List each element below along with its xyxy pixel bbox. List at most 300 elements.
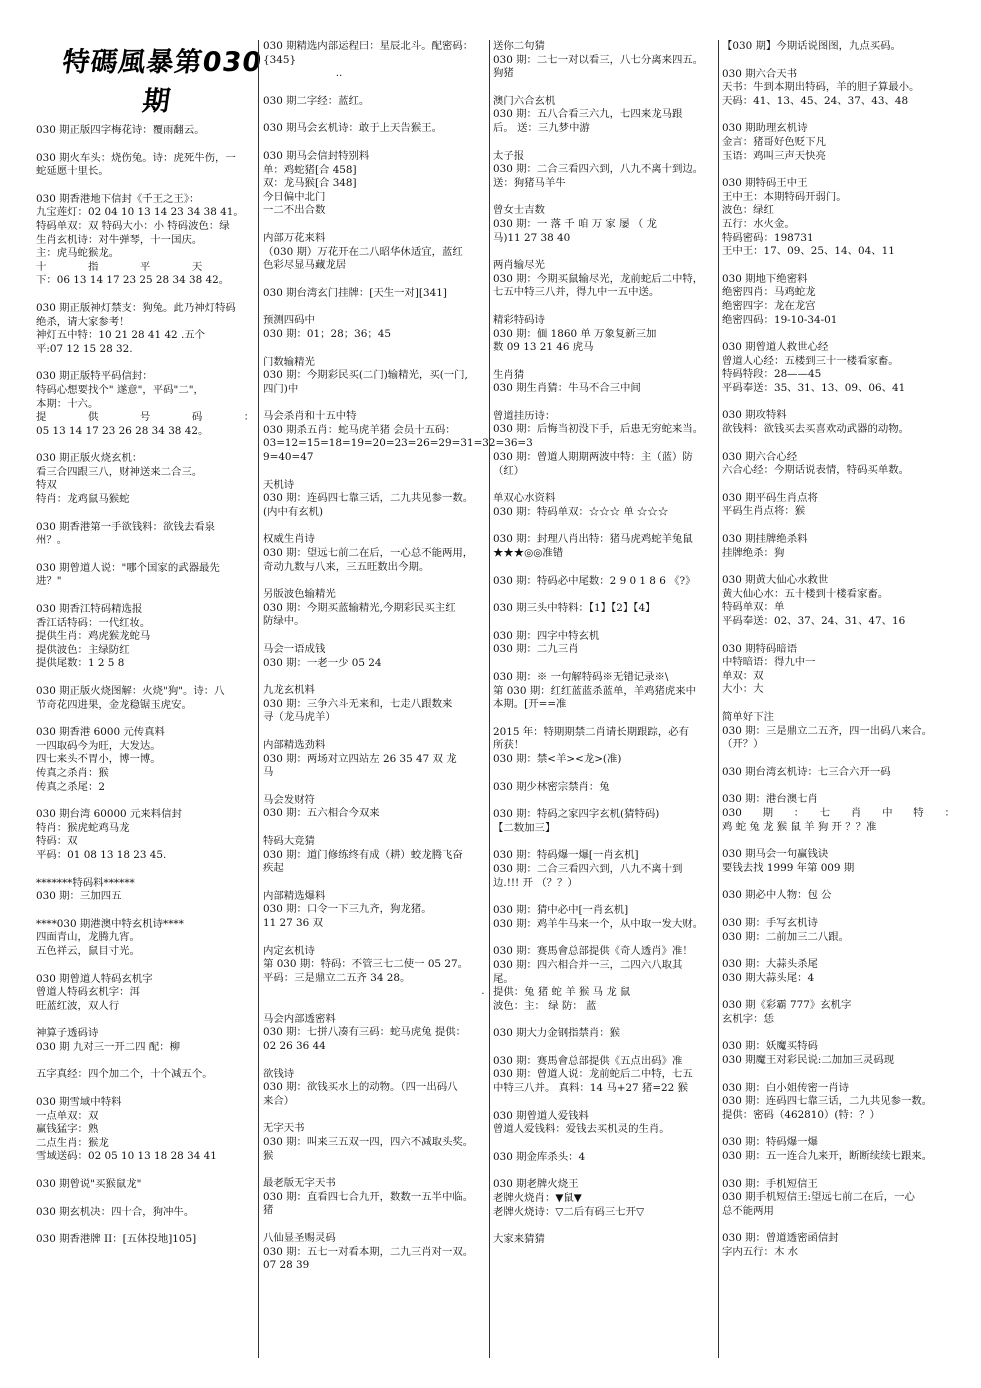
text-line: 生肖玄机诗：对牛弹琴，十一国庆。: [36, 233, 203, 246]
text-line: ****030 期港澳中特玄机诗****: [36, 917, 184, 930]
text-line: 030 期平码生肖点将: [722, 491, 818, 504]
text-line: 曾女士吉数: [493, 204, 545, 217]
text-line: 特码单双：双 特码大小：小 特码波色：绿: [36, 219, 230, 232]
text-line: 【二数加三】: [493, 821, 556, 834]
text-line: 030 期：一老一少 05 24: [263, 656, 382, 669]
text-line: 030 期曾道人爱钱料: [493, 1109, 589, 1122]
text-line: 内部精选劲料: [263, 738, 326, 751]
text-line: 波色：主： 绿 防： 蓝: [493, 999, 597, 1012]
text-line: 030 期正版火烧图解：火烧"狗"。诗：八: [36, 685, 225, 697]
section: [493, 575, 716, 589]
text-line: 狗猪: [493, 67, 514, 80]
text-line: 030 期：二九三肖: [493, 643, 579, 656]
text-line: （开？）: [722, 738, 764, 751]
section: [263, 314, 487, 341]
text-line: 门数输精光: [263, 355, 315, 368]
text-line: 030 期正版火烧玄机：: [36, 452, 143, 465]
text-line: 030 期：鸡羊牛马来一个，从中取一发大财。: [493, 917, 704, 930]
text-line: 特码大竞猜: [263, 834, 315, 847]
column-3: [493, 0, 716, 1388]
text-line: 030 期台湾玄机诗：七三合六开一码: [722, 765, 891, 778]
text-line: ..: [263, 67, 343, 80]
text-line: 030 期 ： 七 肖 中 特 ：: [722, 806, 955, 819]
text-line: 曾道人心经：五楼到三十一楼看家畜。: [722, 354, 899, 367]
text-line: 王中王：17、09、25、14、04、11: [722, 245, 895, 258]
text-line: 030 期：欲钱买水上的动物。（四一出码八: [263, 1081, 458, 1094]
text-line: 看三合四跟三八，财神送来二合三。: [36, 465, 203, 478]
text-line: 要钱去找 1999 年第 009 期: [722, 861, 855, 874]
section: [36, 521, 256, 548]
section: [722, 273, 948, 327]
section: [722, 177, 948, 259]
text-line: 太子报: [493, 149, 525, 162]
section: [493, 1110, 716, 1137]
section: [263, 945, 487, 999]
section: [36, 152, 256, 179]
section: [263, 40, 487, 81]
text-line: 下：06 13 14 17 23 25 28 34 38 42。: [36, 274, 230, 287]
text-line: 030 期 九对三一开二四 配：柳: [36, 1040, 181, 1053]
text-line: 马会杀肖和十五中特: [263, 410, 357, 423]
text-line: 030 期曾道人说："哪个国家的武器最先: [36, 561, 220, 574]
section: [493, 533, 716, 560]
section: [493, 630, 716, 657]
text-line: 特码特段：28——45: [722, 368, 822, 381]
text-line: 【030 期】今期话说图图，九点买码。: [722, 40, 901, 52]
section: [493, 369, 716, 396]
text-line: 030 期：特码必中尾数：2 9 0 1 8 6 《?》: [493, 574, 696, 587]
text-line: 030 期：今期买鼠输尽光，龙前蛇后二中特，: [493, 272, 704, 285]
section: [493, 602, 716, 616]
text-line: 旺蓝红波，双人行: [36, 999, 120, 1012]
text-line: 030 期：今期买蓝输精光,今期彩民买主红: [263, 601, 456, 614]
text-line: 030 期：五六相合今双来: [263, 807, 380, 820]
section: [263, 287, 487, 301]
text-line: 平:07 12 15 28 32.: [36, 342, 133, 355]
section: [36, 1068, 256, 1082]
section: [722, 122, 948, 163]
text-line: 马会内部透密料: [263, 1012, 336, 1025]
text-line: 030 期二字经：蓝红。: [263, 94, 370, 107]
text-line: 四门)中: [263, 382, 299, 395]
text-line: 030 期：赛馬會总部提供《奇人透肖》准！: [493, 945, 693, 958]
text-line: 030 期：四字中特玄机: [493, 629, 600, 642]
text-line: 030 期：叫来三五双一四，四六不减取头奖。: [263, 1136, 474, 1149]
section: [36, 726, 256, 794]
section: [493, 204, 716, 245]
text-line: 030 期：五一连合九来开，断断续续七跟来。: [722, 1150, 933, 1163]
text-line: （红）: [493, 464, 525, 477]
text-line: 波色：绿红: [722, 204, 774, 217]
text-line: 030 期：三加四五: [36, 890, 122, 903]
text-line: 今日偏中北门: [263, 190, 326, 203]
text-line: 030 期：四六相合并一三，二四六八取其: [493, 958, 683, 971]
text-line: 提供波色：主绿防红: [36, 643, 130, 656]
text-line: 内定玄机诗: [263, 944, 315, 957]
text-line: 老牌火烧诗：▽二后有码三七开▽: [493, 1205, 645, 1218]
text-line: 030 期：二合三看四六到，八九不离十到边。: [493, 163, 704, 176]
column-divider: [258, 40, 259, 1358]
text-line: 030 期：道门修练终有成（耕）蛟龙腾飞奋: [263, 848, 463, 861]
text-line: 030 期《彩霸 777》玄机字: [722, 999, 852, 1012]
text-line: 030 期：一 落 千 咱 万 家 屡 （ 龙: [493, 217, 657, 230]
text-line: 030 期曾道人特码玄机字: [36, 972, 153, 985]
section: [263, 1177, 487, 1218]
text-line: 马)11 27 38 40: [493, 231, 571, 244]
text-line: 030 期台湾 60000 元来料信封: [36, 808, 182, 821]
text-line: 内部精选爆料: [263, 889, 326, 902]
text-line: 030 期六合心经: [722, 450, 798, 463]
text-line: 玄机字：恁: [722, 1012, 774, 1025]
text-line: 九宝莲灯：02 04 10 13 14 23 34 38 41。: [36, 206, 244, 219]
text-line: 八仙显圣赐灵码: [263, 1232, 336, 1244]
section: [722, 643, 948, 697]
section: [263, 794, 487, 821]
column-1: [36, 0, 256, 1388]
text-line: 特双: [36, 479, 57, 492]
text-line: 二点生肖：猴龙: [36, 1136, 109, 1149]
text-line: 后。 送：三九梦中游: [493, 121, 590, 134]
text-line: 030 期：曾道透密函信封: [722, 1232, 839, 1245]
section: [263, 150, 487, 218]
text-line: 030 期：二七一对以看三，八七分离来四五。: [493, 53, 704, 66]
text-line: 030 期挂牌绝杀料: [722, 533, 808, 546]
text-line: 老牌火烧肖：▼鼠▼: [493, 1192, 582, 1205]
text-line: 曾道挂历诗：: [493, 409, 556, 422]
section: [493, 451, 716, 478]
text-line: 绝密四肖：马鸡蛇龙: [722, 286, 816, 299]
section: [493, 904, 716, 931]
text-line: 030 期少林密宗禁肖：兔: [493, 780, 610, 793]
section: [722, 1040, 948, 1067]
text-line: 本期。[开==准: [493, 698, 567, 711]
text-line: 神灯五中特：10 21 28 41 42 .五个: [36, 329, 206, 342]
section: [36, 302, 256, 356]
text-line: 一点单双：双: [36, 1109, 99, 1122]
text-line: 另版波色输精光: [263, 588, 336, 601]
text-line: 030 期：五七一对看本期，二九三肖对一双。: [263, 1245, 474, 1258]
text-line: 030 期：直看四七合九开，数数一五半中临。: [263, 1190, 474, 1203]
text-line: 神算子透码诗: [36, 1027, 99, 1040]
text-line: 猪: [263, 1204, 274, 1217]
text-line: 030 期香港 6000 元传真料: [36, 726, 165, 739]
text-line: 雪域送码：02 05 10 13 18 28 34 41: [36, 1150, 217, 1163]
text-line: 七五中特三八并，得九中一五中送。: [493, 286, 660, 299]
section: [493, 1151, 716, 1165]
text-line: 030 期：特码爆一爆: [722, 1136, 818, 1149]
text-line: 030 期老牌火烧王: [493, 1178, 579, 1191]
text-line: 四七来头不胃小，博一博。: [36, 753, 161, 766]
text-line: 金言：猪哥好色贬下凡: [722, 135, 826, 148]
section: [263, 1122, 487, 1163]
text-line: 疾起: [263, 862, 284, 875]
text-line: 蛇延愿十里长。: [36, 165, 109, 178]
text-line: 030 期：※ 一句解特码※无错记录※\: [493, 671, 669, 683]
text-line: 总不能两用: [722, 1204, 774, 1217]
text-line: 单双：双: [722, 669, 764, 682]
text-line: 030 期：港台澳七肖: [722, 793, 818, 806]
section: [263, 95, 487, 109]
text-line: 030 期杀五肖：蛇马虎羊猪 会员十五码：: [263, 423, 456, 436]
text-line: 色彩尽显马藏龙居: [263, 259, 347, 272]
text-line: 特肖：猴虎蛇鸡马龙: [36, 821, 130, 834]
text-line: 生肖猜: [493, 368, 525, 381]
text-line: 030 期：二合三看四六到，八九不离十到: [493, 862, 683, 875]
text-line: 030 期：口令一下三九齐，狗龙猪。: [263, 903, 432, 916]
section: [493, 40, 716, 81]
text-line: 一二不出合数: [263, 204, 326, 217]
text-line: 主：虎马蛇猴龙。: [36, 247, 120, 260]
text-line: 030 期：赛馬會总部提供《五点出码》准: [493, 1054, 683, 1067]
section: [722, 409, 948, 436]
section: [722, 848, 948, 875]
section: [263, 1068, 487, 1109]
text-line: 特码：双: [36, 835, 78, 848]
text-line: 单双心水资料: [493, 492, 556, 505]
text-line: 绝密四码：19-10-34-01: [722, 313, 838, 326]
text-line: 030 期：二前加三二八跟。: [722, 930, 850, 943]
text-line: 030 期大蒜头尾：4: [722, 971, 815, 984]
text-line: 第 030 期：特码：不管三七二使一 05 27。: [263, 958, 468, 971]
text-line: 030 期：特码爆一爆[一肖玄机]: [493, 849, 639, 862]
section: [36, 685, 256, 712]
text-line: 030 期攻特料: [722, 409, 787, 422]
text-line: 030 期曾道人救世心经: [722, 341, 829, 354]
text-line: 030 期：曾道人说：龙前蛇后二中特，七五: [493, 1068, 693, 1081]
text-line: 中特三八并。 真料：14 马+27 猪=22 猴: [493, 1082, 688, 1095]
section: [722, 1082, 948, 1123]
section: [722, 1136, 948, 1163]
section: [36, 1206, 256, 1220]
text-line: 澳门六合玄机: [493, 94, 556, 107]
text-line: 最老版无字天书: [263, 1177, 336, 1190]
text-line: 提供尾数：1 2 5 8: [36, 657, 125, 670]
text-line: 030 期正版四字梅花诗：覆雨翻云。: [36, 124, 205, 136]
section: [36, 1027, 256, 1054]
text-line: 马: [263, 766, 274, 779]
text-line: 030 期马会信封特别料: [263, 149, 370, 162]
text-line: 数 09 13 21 46 虎马: [493, 341, 594, 354]
text-line: 玉语：鸡叫三声天快亮: [722, 149, 826, 162]
section: [722, 1232, 948, 1259]
text-line: 进？": [36, 575, 62, 588]
section: [722, 68, 948, 109]
text-line: 030 期：妖魔买特码: [722, 1040, 818, 1053]
section: [722, 492, 948, 519]
text-line: 030 期：望远七前二在后，一心总不能两用，: [263, 547, 474, 560]
text-line: 平码生肖点将：猴: [722, 505, 806, 518]
section: [36, 562, 256, 589]
text-line: 030 期：禁<羊><龙>(准): [493, 752, 622, 765]
text-line: 030 期金库杀头：4: [493, 1150, 586, 1163]
section: [722, 999, 948, 1026]
column-divider: [489, 40, 490, 1358]
text-line: 天书：牛到本期出特码，羊的胆子算最小。: [722, 81, 920, 94]
section: [36, 603, 256, 671]
text-line: 030 期香港地下信封《千王之王》：: [36, 192, 200, 205]
text-line: 特肖：龙鸡鼠马猴蛇: [36, 493, 130, 506]
text-line: 大小：大: [722, 683, 764, 696]
text-line: 030 期台湾玄门挂牌：[天生一对][341]: [263, 286, 447, 299]
text-line: 中特暗语：得九中一: [722, 656, 816, 669]
text-line: 提供：兔 猪 蛇 羊 猴 马 龙 鼠: [493, 986, 631, 999]
text-line: 边.!!! 开 （？？）: [493, 876, 578, 889]
text-line: 02 26 36 44: [263, 1040, 326, 1053]
text-line: 两肖输尽光: [493, 259, 545, 272]
text-line: 030 期：五八合看三六九，七四来龙马跟: [493, 108, 683, 121]
text-line: 030 期：手写玄机诗: [722, 916, 818, 929]
text-line: 特码密码：198731: [722, 231, 814, 244]
text-line: 030 期：曾道人期期两波中特：主（蓝）防: [493, 451, 693, 464]
text-line: 来合）: [263, 1094, 295, 1107]
section: [493, 1178, 716, 1219]
section: [493, 781, 716, 795]
text-line: 赢钱猛字：熟: [36, 1123, 99, 1136]
text-line: 030 期大力金钢指禁肖：猴: [493, 1027, 621, 1040]
section: [263, 835, 487, 876]
text-line: 州？。: [36, 534, 68, 547]
text-line: 一四取码今为旺，大发达。: [36, 739, 161, 752]
section: [493, 314, 716, 355]
text-line: 030 期：特码单双：☆☆☆ 单 ☆☆☆: [493, 505, 669, 518]
section: [493, 1233, 716, 1247]
text-line: 030 期：大蒜头杀尾: [722, 958, 818, 971]
text-line: .: [263, 985, 485, 998]
text-line: 030 期马会一句赢钱诀: [722, 848, 829, 861]
section: [493, 671, 716, 712]
text-line: 本期：十六。: [36, 397, 99, 410]
text-line: 030 期：两场对立四站左 26 35 47 双 龙: [263, 752, 457, 765]
section: [493, 259, 716, 300]
section: [722, 574, 948, 628]
section: [36, 1233, 256, 1247]
section: [493, 150, 716, 191]
text-line: 030 期香江特码精选报: [36, 603, 143, 616]
text-line: 寻（龙马虎羊）: [263, 711, 336, 724]
text-line: 030 期雪域中特料: [36, 1096, 122, 1109]
text-line: 第 030 期：红红蓝蓝杀蓝单，羊鸡猪虎来中: [493, 684, 697, 697]
text-line: 030 期：七拼八凑有三码：蛇马虎兔 提供：: [263, 1026, 467, 1039]
text-line: 030 期：特码之家四字玄机(猜特码): [493, 808, 660, 821]
text-line: 马会发财符: [263, 793, 315, 806]
text-line: 030 期六合天书: [722, 67, 798, 80]
text-line: 030 期玄机决：四十合，狗冲牛。: [36, 1205, 195, 1218]
section: [263, 890, 487, 931]
text-line: 传真之杀尾：2: [36, 780, 105, 793]
text-line: 防绿中。: [263, 615, 305, 628]
text-line: 030 期：白小姐传密一肖诗: [722, 1081, 850, 1094]
text-line: 送你二句猜: [493, 40, 545, 52]
page-title: 特碼風暴第030期: [60, 47, 265, 117]
text-line: 九龙玄机料: [263, 684, 315, 697]
section: [263, 588, 487, 629]
text-line: 9=40=47: [263, 451, 314, 464]
section: [36, 918, 256, 959]
section: [722, 341, 948, 395]
section: [722, 711, 948, 752]
text-line: 提供：密码（462810）(特：？）: [722, 1108, 881, 1121]
text-line: 平码奉送：35、31、13、09、06、41: [722, 381, 906, 394]
text-line: 曾道人特码玄机字：洱: [36, 986, 140, 999]
text-line: 天码：41、13、45、24、37、43、48: [722, 94, 909, 107]
text-line: 平码：三是鼎立二五齐 34 28。: [263, 971, 411, 984]
text-line: 十 指 平 天: [36, 260, 203, 273]
text-line: 030 期：连码四七靠三话，二九共见参一数。: [263, 492, 474, 505]
text-line: 05 13 14 17 23 26 28 34 38 42。: [36, 424, 209, 437]
text-line: 平码奉送：02、37、24、31、47、16: [722, 615, 906, 627]
text-line: 双：龙马猴[合 348]: [263, 177, 357, 190]
text-line: 提 供 号 码 ：: [36, 411, 255, 424]
text-line: 预测四码中: [263, 314, 315, 327]
text-line: 030 期手机短信王:望远七前二在后，一心: [722, 1191, 915, 1204]
text-line: 鸡 蛇 兔 龙 猴 鼠 羊 狗 开 ？？准: [722, 820, 877, 833]
section: [493, 492, 716, 519]
text-line: 马会一语成钱: [263, 643, 326, 655]
text-line: 字内五行：木 水: [722, 1246, 799, 1258]
section: [36, 370, 256, 438]
text-line: 03=12=15=18=19=20=23=26=29=31=32=36=3: [263, 437, 533, 450]
text-line: 030 期生肖猜：牛马不合三中间: [493, 382, 641, 395]
text-line: 绝密四字：龙在龙宫: [722, 299, 816, 312]
section: [263, 479, 487, 520]
section: [722, 533, 948, 560]
text-line: 030 期精选内部运程曰：星辰北斗。配密码：: [263, 40, 474, 52]
text-line: 精彩特码诗: [493, 313, 545, 326]
text-line: 五字真经：四个加二个，十个减五个。: [36, 1068, 213, 1081]
text-line: 尾。: [493, 972, 514, 985]
section: [493, 945, 716, 1013]
text-line: 权威生肖诗: [263, 533, 315, 546]
text-line: 030 期：三是鼎立二五齐，四一出码八来合。: [722, 724, 933, 737]
text-line: 030 期：后悔当初没下手，后患无穷蛇来当。: [493, 423, 704, 436]
text-line: 030 期：偭 1860 单 万象复新三加: [493, 327, 657, 340]
section: [493, 1027, 716, 1041]
text-line: 五行：水火金。: [722, 217, 795, 230]
text-line: 030 期香港牌 II：[五体投地]105]: [36, 1233, 197, 1246]
section: [263, 1232, 487, 1273]
section: [722, 766, 948, 780]
text-line: 五色祥云，鼠目寸光。: [36, 944, 140, 957]
section: [263, 684, 487, 725]
text-line: 王中王：本期特码开弱门。: [722, 190, 847, 203]
text-line: 030 期：封理八肖出特：猪马虎鸡蛇羊兔鼠: [493, 533, 693, 546]
text-line: 黄大仙心水：五十楼到十楼看家畜。: [722, 587, 889, 600]
section: [36, 1178, 256, 1192]
text-line: {345}: [263, 53, 297, 66]
text-line: 030 期魔王对彩民说:二加加三灵码现: [722, 1054, 895, 1067]
text-line: 天机诗: [263, 478, 295, 491]
section: [36, 808, 256, 862]
text-line: 030 期：连码四七靠三话，二九共见参一数。: [722, 1095, 933, 1108]
text-line: 欲钱料：欲钱买去买喜欢动武器的动物。: [722, 423, 910, 436]
text-line: 大家来猜猜: [493, 1233, 545, 1246]
text-line: 简单好下注: [722, 710, 774, 723]
text-line: 曾道人爱钱料：爱钱去买机灵的生肖。: [493, 1123, 670, 1136]
text-line: 送：狗猪马羊牛: [493, 176, 566, 189]
text-line: 030 期黄大仙心水救世: [722, 574, 829, 587]
section: [722, 451, 948, 478]
text-line: 奇动九数与八来，三五旺数出今期。: [263, 560, 430, 573]
section: [493, 95, 716, 136]
text-line: 传真之杀肖：猴: [36, 766, 109, 779]
text-line: 030 期香港第一手欲钱料：欲钱去看泉: [36, 520, 215, 533]
section: [493, 1055, 716, 1096]
section: [36, 1096, 256, 1164]
section: [722, 889, 948, 903]
text-line: (内中有玄机): [263, 505, 324, 518]
text-line: （030 期）万花开在二八昭华休适宜，蓝红: [263, 245, 463, 258]
text-line: 2015 年：特期期禁二肖请长期跟踪，必有: [493, 725, 689, 738]
